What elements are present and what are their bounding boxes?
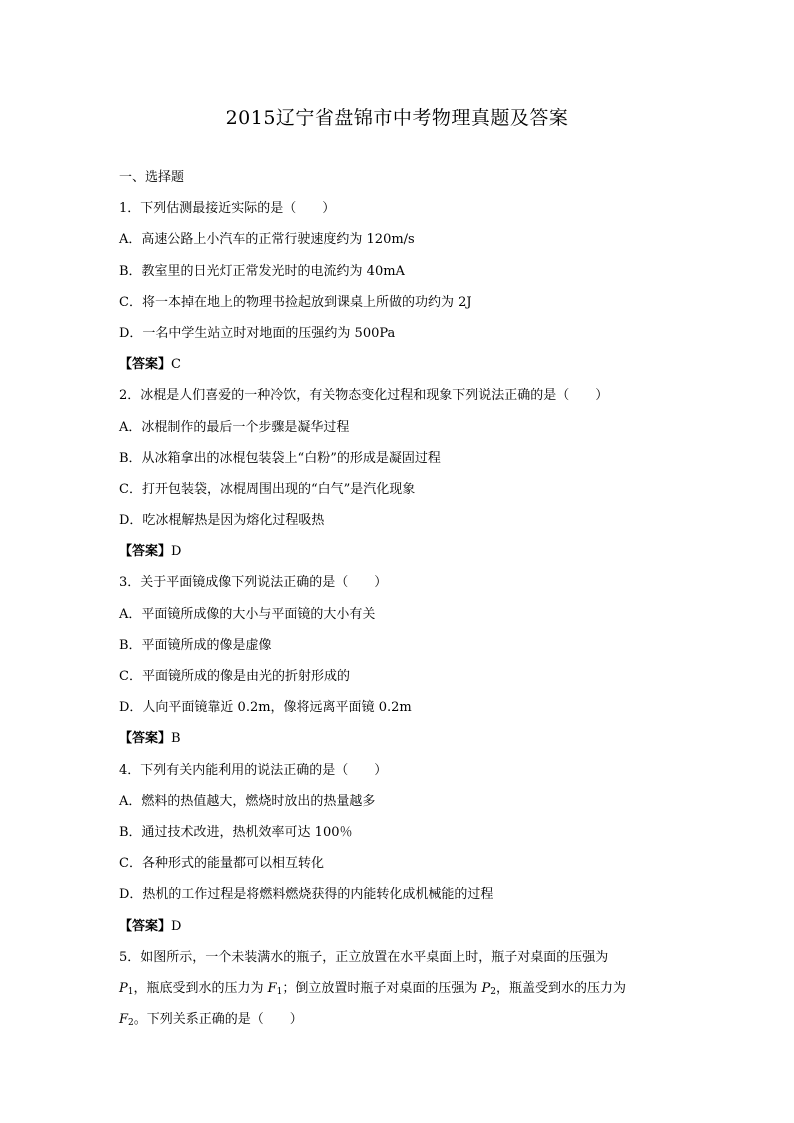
question-1-option-a: A．高速公路上小汽车的正常行驶速度约为 120m/s	[119, 232, 415, 248]
question-1-option-d: D．一名中学生站立时对地面的压强约为 500Pa	[119, 325, 396, 341]
question-3-option-b: B．平面镜所成的像是虚像	[119, 637, 272, 653]
answer-value: C	[171, 357, 181, 373]
question-1-answer	[119, 349, 679, 380]
question-4-option-a: A．燃料的热值越大，燃烧时放出的热量越多	[119, 793, 376, 809]
question-5-stem-line-2	[119, 973, 679, 1004]
question-2-option-a: A．冰棍制作的最后一个步骤是凝华过程	[119, 419, 350, 435]
answer-value: D	[171, 918, 182, 934]
question-2-answer	[119, 536, 679, 567]
question-4-stem: 4．下列有关内能利用的说法正确的是（ ）	[119, 762, 388, 778]
question-3-answer	[119, 723, 679, 754]
symbol-p: P	[481, 980, 491, 996]
page-title: 2015辽宁省盘锦市中考物理真题及答案	[225, 107, 569, 129]
answer-tag: 【答案】	[119, 544, 172, 560]
question-1-stem: 1．下列估测最接近实际的是（ ）	[119, 201, 336, 217]
question-3-option-d: D．人向平面镜靠近 0.2m，像将远离平面镜 0.2m	[119, 700, 412, 716]
answer-tag: 【答案】	[119, 731, 172, 747]
question-2-option-b: B．从冰箱拿出的冰棍包装袋上“白粉”的形成是凝固过程	[119, 450, 441, 466]
answer-tag: 【答案】	[119, 918, 172, 934]
answer-value: B	[171, 731, 181, 747]
question-1-option-b: B．教室里的日光灯正常发光时的电流约为 40mA	[119, 263, 405, 279]
text-segment: ；倒立放置时瓶子对桌面的压强为	[282, 980, 482, 996]
question-1-option-c: C．将一本掉在地上的物理书捡起放到课桌上所做的功约为 2J	[119, 294, 472, 310]
question-2-option-c: C．打开包装袋，冰棍周围出现的“白气”是汽化现象	[119, 481, 416, 497]
text-segment: ，瓶盖受到水的压力为	[496, 980, 627, 996]
question-2-stem: 2．冰棍是人们喜爱的一种冷饮，有关物态变化过程和现象下列说法正确的是（ ）	[119, 388, 609, 404]
subscript: 1	[276, 986, 283, 997]
question-2-option-d: D．吃冰棍解热是因为熔化过程吸热	[119, 513, 325, 529]
question-4-option-c: C．各种形式的能量都可以相互转化	[119, 856, 324, 872]
question-3-option-a: A．平面镜所成像的大小与平面镜的大小有关	[119, 606, 376, 622]
symbol-p: P	[119, 980, 128, 996]
text-segment: ，瓶底受到水的压力为	[133, 980, 268, 996]
question-3-option-c: C．平面镜所成的像是由光的折射形成的	[119, 669, 350, 684]
subscript: 1	[127, 986, 134, 997]
answer-value: D	[171, 544, 182, 560]
question-4-option-d: D．热机的工作过程是将燃料燃烧获得的内能转化成机械能的过程	[119, 887, 494, 903]
symbol-f: F	[267, 980, 277, 996]
subscript: 2	[490, 986, 497, 997]
question-4-answer	[119, 911, 679, 942]
question-3-stem: 3．关于平面镜成像下列说法正确的是（ ）	[119, 575, 388, 591]
text-segment: 。下列关系正确的是（ ）	[133, 1012, 303, 1028]
subscript: 2	[128, 1018, 134, 1029]
symbol-f: F	[119, 1012, 129, 1028]
section-heading: 一、选择题	[119, 170, 185, 185]
question-5-stem-line-3	[119, 1004, 679, 1035]
document-body	[119, 162, 679, 1035]
question-5-stem-line-1: 5．如图所示，一个未装满水的瓶子，正立放置在水平桌面上时，瓶子对桌面的压强为	[119, 949, 609, 965]
question-4-option-b: B．通过技术改进，热机效率可达 100％	[119, 824, 353, 840]
answer-tag: 【答案】	[119, 357, 172, 373]
